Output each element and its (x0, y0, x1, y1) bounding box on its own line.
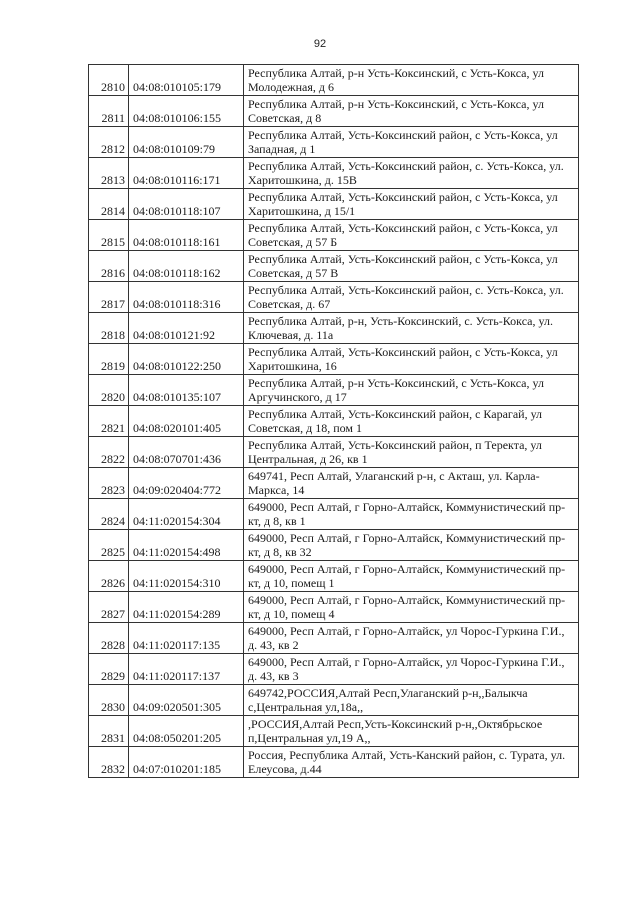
table-row (89, 561, 579, 592)
address-cell: 649741, Респ Алтай, Улаганский р-н, с Акташ, ул. Карла-Маркса, 14 (244, 468, 579, 499)
row-number-cell: 2816 (89, 251, 129, 282)
address-cell: 649000, Респ Алтай, г Горно-Алтайск, Коммунистический пр-кт, д 8, кв 32 (244, 530, 579, 561)
table-row (89, 344, 579, 375)
table-row (89, 530, 579, 561)
table-row (89, 499, 579, 530)
address-cell: 649000, Респ Алтай, г Горно-Алтайск, Коммунистический пр-кт, д 8, кв 1 (244, 499, 579, 530)
row-number-cell: 2822 (89, 437, 129, 468)
row-number-cell: 2826 (89, 561, 129, 592)
cadastral-number-cell: 04:11:020154:310 (129, 561, 244, 592)
row-number-cell: 2831 (89, 716, 129, 747)
row-number-cell: 2818 (89, 313, 129, 344)
cadastral-number-cell: 04:08:050201:205 (129, 716, 244, 747)
row-number-cell: 2819 (89, 344, 129, 375)
address-cell: Республика Алтай, Усть-Коксинский район, с Усть-Кокса, ул Харитошкина, 16 (244, 344, 579, 375)
row-number-cell: 2825 (89, 530, 129, 561)
cadastral-number-cell: 04:08:070701:436 (129, 437, 244, 468)
table-row (89, 127, 579, 158)
cadastral-number-cell: 04:09:020501:305 (129, 685, 244, 716)
cadastral-number-cell: 04:08:010121:92 (129, 313, 244, 344)
table-row (89, 375, 579, 406)
row-number-cell: 2824 (89, 499, 129, 530)
address-cell: Республика Алтай, Усть-Коксинский район, с Усть-Кокса, ул Советская, д 57 Б (244, 220, 579, 251)
table-row (89, 623, 579, 654)
address-cell: Россия, Республика Алтай, Усть-Канский район, с. Турата, ул. Елеусова, д.44 (244, 747, 579, 778)
table-row (89, 251, 579, 282)
cadastral-number-cell: 04:08:010116:171 (129, 158, 244, 189)
cadastral-number-cell: 04:11:020117:137 (129, 654, 244, 685)
row-number-cell: 2811 (89, 96, 129, 127)
row-number-cell: 2823 (89, 468, 129, 499)
cadastral-number-cell: 04:11:020154:304 (129, 499, 244, 530)
table-row (89, 65, 579, 96)
table-row (89, 437, 579, 468)
row-number-cell: 2813 (89, 158, 129, 189)
cadastral-number-cell: 04:08:010118:316 (129, 282, 244, 313)
cadastral-number-cell: 04:08:010122:250 (129, 344, 244, 375)
row-number-cell: 2812 (89, 127, 129, 158)
address-cell: Республика Алтай, Усть-Коксинский район, с Усть-Кокса, ул Западная, д 1 (244, 127, 579, 158)
table-row (89, 189, 579, 220)
address-cell: 649000, Респ Алтай, г Горно-Алтайск, Коммунистический пр-кт, д 10, помещ 1 (244, 561, 579, 592)
address-cell: Республика Алтай, р-н, Усть-Коксинский, с. Усть-Кокса, ул. Ключевая, д. 11а (244, 313, 579, 344)
row-number-cell: 2827 (89, 592, 129, 623)
cadastral-number-cell: 04:08:010118:107 (129, 189, 244, 220)
address-cell: 649742,РОССИЯ,Алтай Респ,Улаганский р-н,,Балыкча с,Центральная ул,18а,, (244, 685, 579, 716)
row-number-cell: 2832 (89, 747, 129, 778)
cadastral-number-cell: 04:08:010135:107 (129, 375, 244, 406)
table-row (89, 96, 579, 127)
row-number-cell: 2817 (89, 282, 129, 313)
address-cell: Республика Алтай, Усть-Коксинский район, с Усть-Кокса, ул Советская, д 57 В (244, 251, 579, 282)
address-cell: Республика Алтай, Усть-Коксинский район, с Усть-Кокса, ул Харитошкина, д 15/1 (244, 189, 579, 220)
table-row (89, 685, 579, 716)
address-cell: ,РОССИЯ,Алтай Респ,Усть-Коксинский р-н,,Октябрьское п,Центральная ул,19 А,, (244, 716, 579, 747)
address-cell: Республика Алтай, Усть-Коксинский район, с. Усть-Кокса, ул. Советская, д. 67 (244, 282, 579, 313)
cadastral-number-cell: 04:11:020117:135 (129, 623, 244, 654)
cadastral-number-cell: 04:09:020404:772 (129, 468, 244, 499)
row-number-cell: 2815 (89, 220, 129, 251)
row-number-cell: 2828 (89, 623, 129, 654)
cadastral-number-cell: 04:07:010201:185 (129, 747, 244, 778)
row-number-cell: 2829 (89, 654, 129, 685)
row-number-cell: 2814 (89, 189, 129, 220)
cadastral-number-cell: 04:08:010106:155 (129, 96, 244, 127)
property-registry-table (88, 64, 579, 778)
table-row (89, 716, 579, 747)
address-cell: Республика Алтай, р-н Усть-Коксинский, с Усть-Кокса, ул Молодежная, д 6 (244, 65, 579, 96)
cadastral-number-cell: 04:08:010118:161 (129, 220, 244, 251)
address-cell: 649000, Респ Алтай, г Горно-Алтайск, ул Чорос-Гуркина Г.И., д. 43, кв 2 (244, 623, 579, 654)
address-cell: 649000, Респ Алтай, г Горно-Алтайск, ул Чорос-Гуркина Г.И., д. 43, кв 3 (244, 654, 579, 685)
row-number-cell: 2821 (89, 406, 129, 437)
table-row (89, 282, 579, 313)
address-cell: Республика Алтай, р-н Усть-Коксинский, с Усть-Кокса, ул Аргучинского, д 17 (244, 375, 579, 406)
table-row (89, 747, 579, 778)
table-row (89, 313, 579, 344)
row-number-cell: 2830 (89, 685, 129, 716)
table-row (89, 468, 579, 499)
address-cell: 649000, Респ Алтай, г Горно-Алтайск, Коммунистический пр-кт, д 10, помещ 4 (244, 592, 579, 623)
address-cell: Республика Алтай, р-н Усть-Коксинский, с Усть-Кокса, ул Советская, д 8 (244, 96, 579, 127)
table-row (89, 220, 579, 251)
row-number-cell: 2810 (89, 65, 129, 96)
table-row (89, 592, 579, 623)
row-number-cell: 2820 (89, 375, 129, 406)
cadastral-number-cell: 04:11:020154:498 (129, 530, 244, 561)
table-row (89, 158, 579, 189)
cadastral-number-cell: 04:08:020101:405 (129, 406, 244, 437)
address-cell: Республика Алтай, Усть-Коксинский район, п Теректа, ул Центральная, д 26, кв 1 (244, 437, 579, 468)
cadastral-number-cell: 04:08:010105:179 (129, 65, 244, 96)
address-cell: Республика Алтай, Усть-Коксинский район, с Карагай, ул Советская, д 18, пом 1 (244, 406, 579, 437)
address-cell: Республика Алтай, Усть-Коксинский район, с. Усть-Кокса, ул. Харитошкина, д. 15В (244, 158, 579, 189)
table-row (89, 406, 579, 437)
page-number: 92 (313, 38, 327, 50)
table-row (89, 654, 579, 685)
cadastral-number-cell: 04:08:010118:162 (129, 251, 244, 282)
registry-table-body (89, 65, 579, 778)
cadastral-number-cell: 04:11:020154:289 (129, 592, 244, 623)
cadastral-number-cell: 04:08:010109:79 (129, 127, 244, 158)
